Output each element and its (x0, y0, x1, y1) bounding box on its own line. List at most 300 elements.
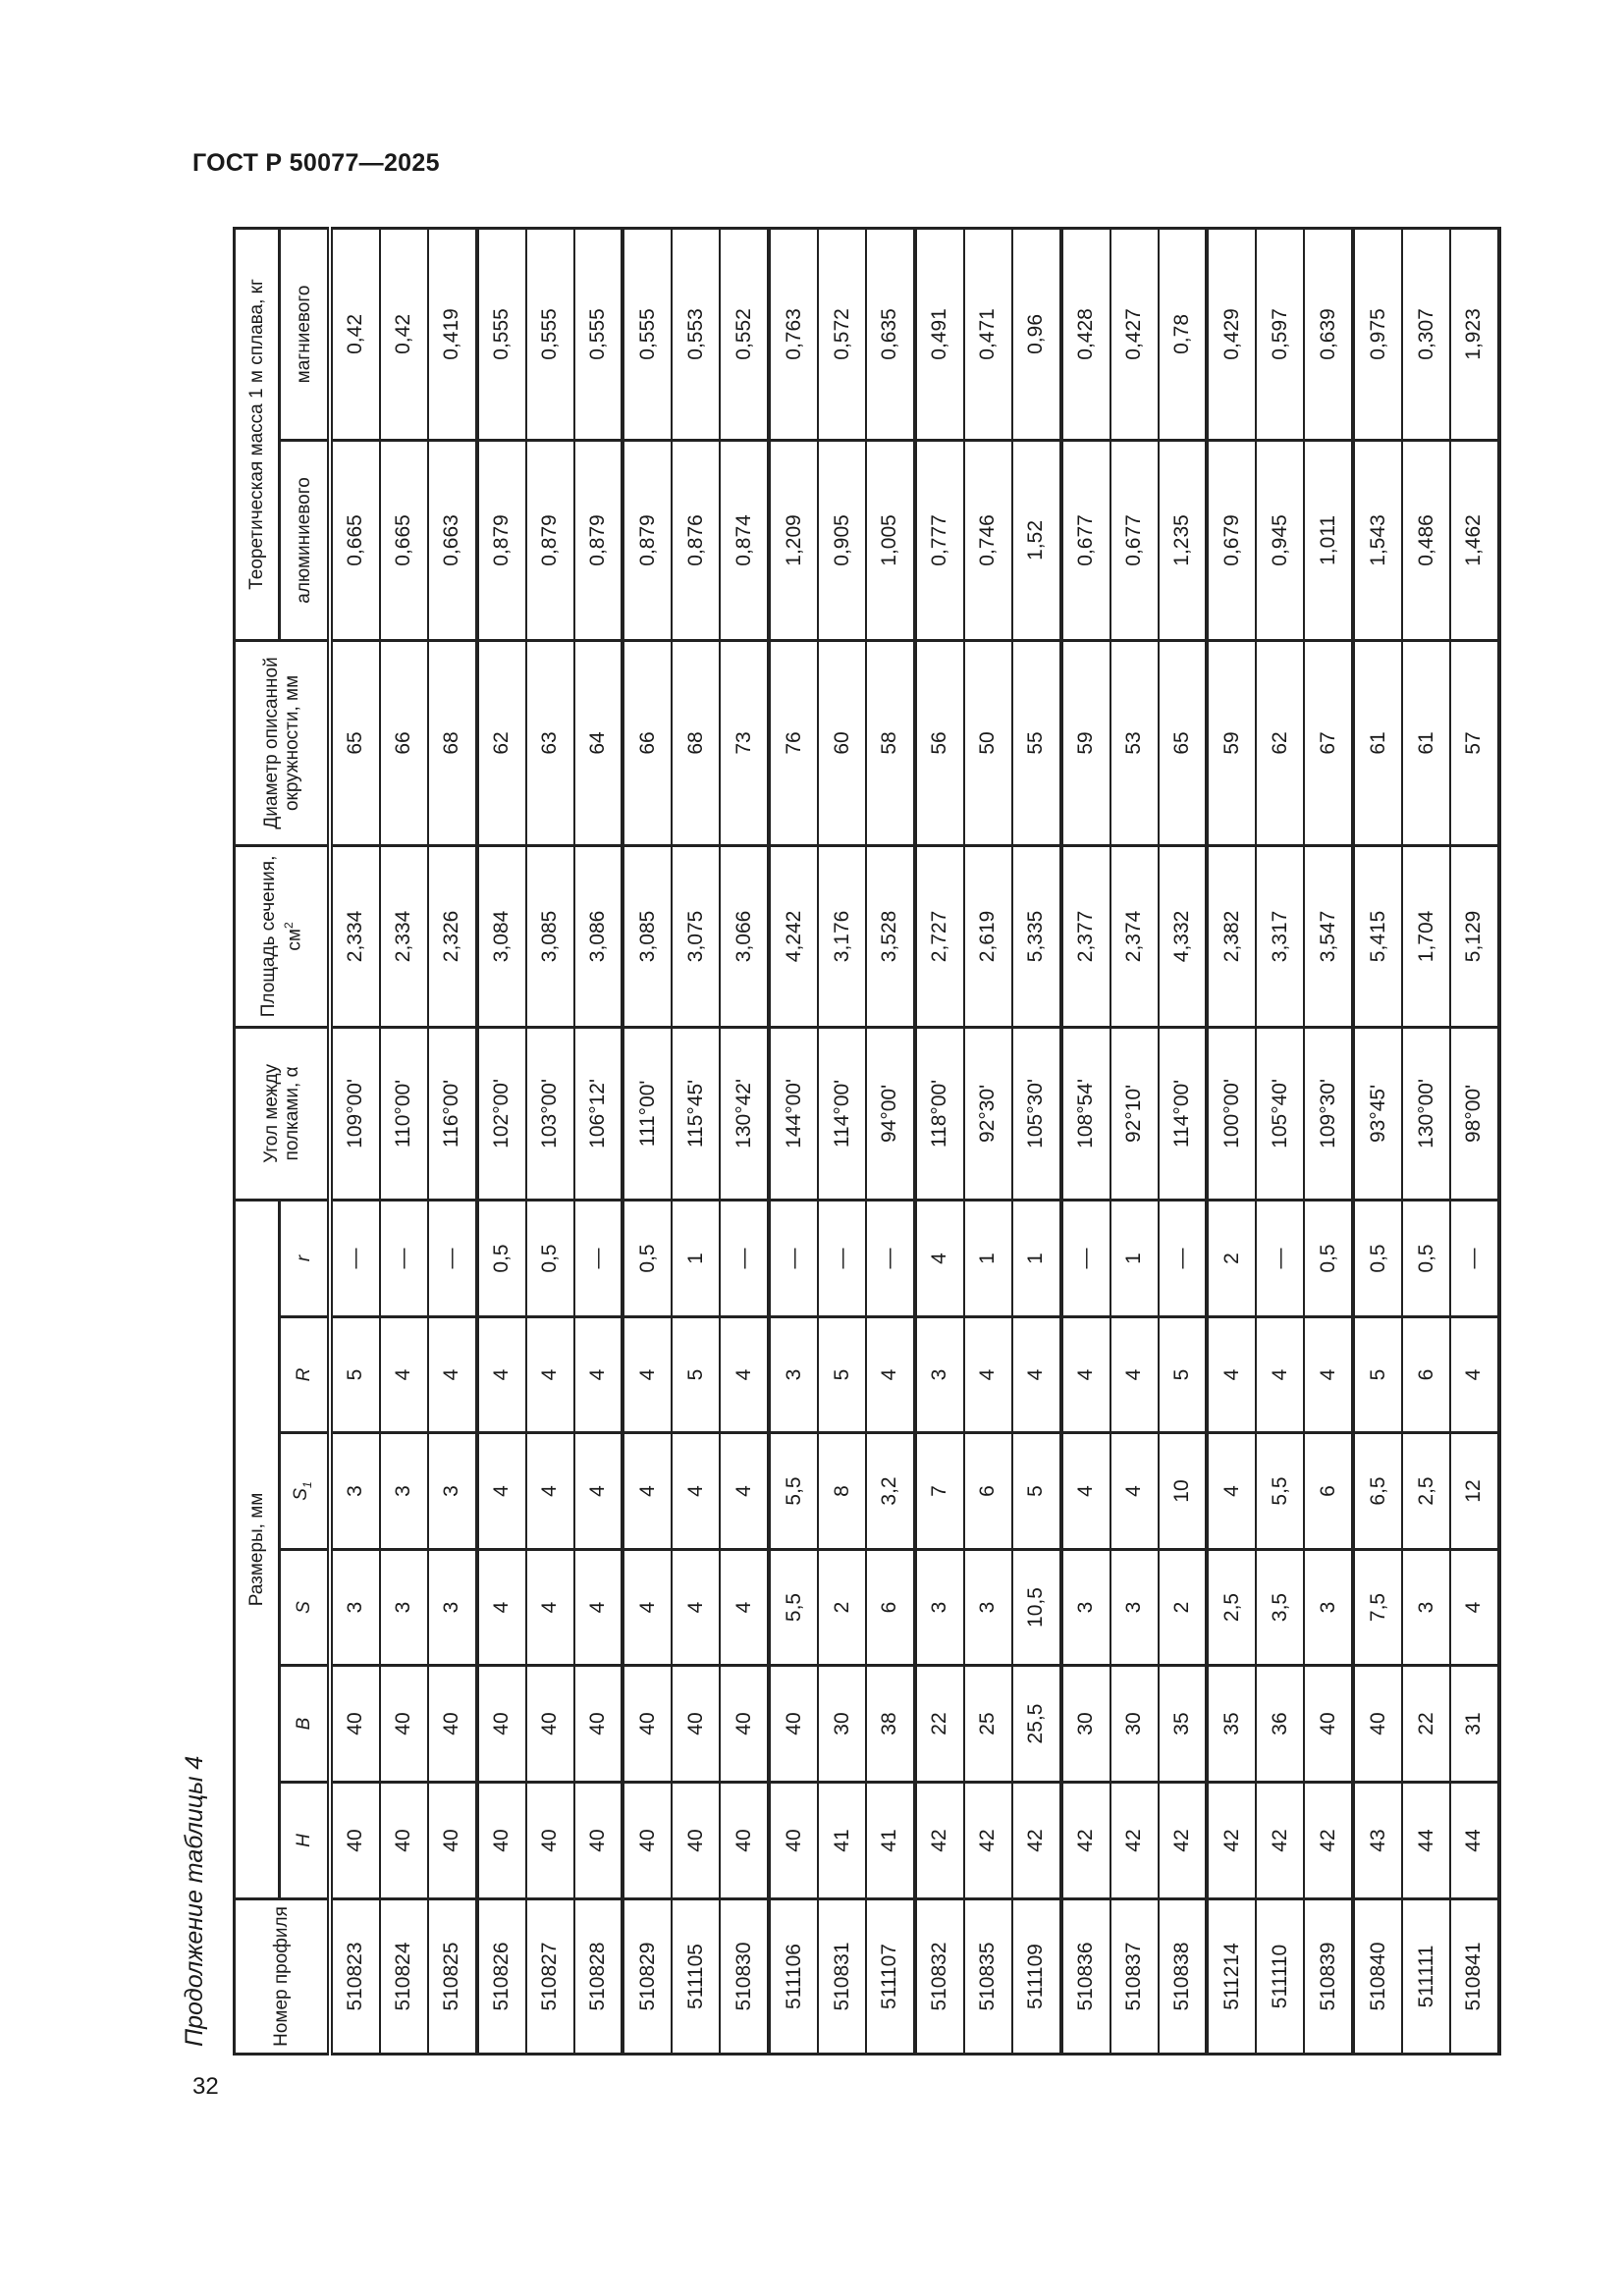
header-area: Площадь сечения, $см^2$ (235, 845, 331, 1027)
cell-num: 511111 (1402, 1899, 1450, 2055)
cell-al: 0,777 (915, 440, 964, 640)
cell-area: 2,619 (964, 845, 1012, 1027)
cell-R: 4 (1110, 1317, 1159, 1433)
cell-R: 4 (623, 1317, 672, 1433)
cell-B: 40 (477, 1666, 526, 1783)
cell-angle: 115°45' (672, 1027, 720, 1200)
cell-angle: 98°00' (1450, 1027, 1499, 1200)
cell-S1: 10 (1159, 1433, 1208, 1550)
cell-al: 0,663 (428, 440, 477, 640)
cell-al: 1,005 (866, 440, 915, 640)
cell-R: 4 (1061, 1317, 1110, 1433)
cell-num: 510824 (380, 1899, 428, 2055)
cell-S: 2,5 (1207, 1550, 1256, 1666)
cell-R: 4 (1304, 1317, 1353, 1433)
cell-al: 0,665 (330, 440, 380, 640)
table-body (330, 228, 1499, 2054)
cell-num: 510838 (1159, 1899, 1208, 2055)
cell-S1: 6 (1304, 1433, 1353, 1550)
cell-diam: 53 (1110, 640, 1159, 845)
cell-H: 42 (1207, 1783, 1256, 1899)
cell-area: 3,084 (477, 845, 526, 1027)
cell-al: 0,876 (672, 440, 720, 640)
cell-S: 3 (964, 1550, 1012, 1666)
cell-num: 510828 (574, 1899, 623, 2055)
cell-R: 5 (818, 1317, 866, 1433)
cell-S: 4 (1450, 1550, 1499, 1666)
cell-num: 511107 (866, 1899, 915, 2055)
table-row (1207, 228, 1256, 2054)
cell-r: — (1256, 1200, 1304, 1316)
table-row (1450, 228, 1499, 2054)
cell-H: 40 (330, 1783, 380, 1899)
cell-angle: 114°00' (818, 1027, 866, 1200)
cell-angle: 111°00' (623, 1027, 672, 1200)
cell-B: 30 (818, 1666, 866, 1783)
table-row (769, 228, 818, 2054)
cell-mg: 0,471 (964, 228, 1012, 440)
cell-B: 40 (623, 1666, 672, 1783)
cell-H: 41 (818, 1783, 866, 1899)
cell-al: 1,011 (1304, 440, 1353, 640)
document-header: ГОСТ Р 50077—2025 (192, 149, 440, 177)
cell-R: 5 (672, 1317, 720, 1433)
cell-R: 4 (428, 1317, 477, 1433)
table-row (623, 228, 672, 2054)
cell-area: 5,335 (1012, 845, 1061, 1027)
cell-diam: 68 (428, 640, 477, 845)
cell-S: 3 (1061, 1550, 1110, 1666)
cell-S1: 4 (720, 1433, 769, 1550)
cell-mg: 0,555 (623, 228, 672, 440)
cell-H: 42 (1110, 1783, 1159, 1899)
cell-angle: 108°54' (1061, 1027, 1110, 1200)
cell-B: 36 (1256, 1666, 1304, 1783)
cell-area: 3,176 (818, 845, 866, 1027)
cell-R: 4 (477, 1317, 526, 1433)
cell-S1: 2,5 (1402, 1433, 1450, 1550)
cell-diam: 76 (769, 640, 818, 845)
cell-angle: 100°00' (1207, 1027, 1256, 1200)
cell-S1: 3 (380, 1433, 428, 1550)
table-row (672, 228, 720, 2054)
cell-S: 3 (428, 1550, 477, 1666)
cell-mg: 0,428 (1061, 228, 1110, 440)
cell-angle: 94°00' (866, 1027, 915, 1200)
cell-angle: 118°00' (915, 1027, 964, 1200)
cell-area: 2,334 (380, 845, 428, 1027)
cell-diam: 61 (1353, 640, 1402, 845)
cell-diam: 73 (720, 640, 769, 845)
cell-S1: 3,2 (866, 1433, 915, 1550)
table-row (330, 228, 380, 2054)
cell-area: 2,727 (915, 845, 964, 1027)
cell-R: 4 (1450, 1317, 1499, 1433)
cell-S: 3,5 (1256, 1550, 1304, 1666)
table-row (1061, 228, 1110, 2054)
cell-S1: 3 (330, 1433, 380, 1550)
page-number: 32 (192, 2073, 219, 2100)
cell-al: 0,879 (526, 440, 574, 640)
table-row (866, 228, 915, 2054)
cell-area: 3,075 (672, 845, 720, 1027)
header-magnesium: магниевого (280, 228, 331, 440)
cell-R: 4 (1012, 1317, 1061, 1433)
cell-diam: 66 (623, 640, 672, 845)
cell-H: 40 (769, 1783, 818, 1899)
header-S: S (280, 1550, 331, 1666)
cell-al: 1,462 (1450, 440, 1499, 640)
header-H: H (280, 1783, 331, 1899)
cell-r: 0,5 (1304, 1200, 1353, 1316)
cell-angle: 92°30' (964, 1027, 1012, 1200)
cell-S: 2 (818, 1550, 866, 1666)
cell-S1: 6 (964, 1433, 1012, 1550)
cell-mg: 0,635 (866, 228, 915, 440)
cell-S: 3 (1402, 1550, 1450, 1666)
table-row (1353, 228, 1402, 2054)
cell-mg: 0,491 (915, 228, 964, 440)
table-row (720, 228, 769, 2054)
cell-num: 510829 (623, 1899, 672, 2055)
cell-num: 510837 (1110, 1899, 1159, 2055)
cell-r: — (866, 1200, 915, 1316)
table-row (964, 228, 1012, 2054)
cell-B: 22 (1402, 1666, 1450, 1783)
cell-diam: 62 (1256, 640, 1304, 845)
cell-S1: 8 (818, 1433, 866, 1550)
cell-angle: 116°00' (428, 1027, 477, 1200)
cell-r: — (574, 1200, 623, 1316)
cell-H: 40 (720, 1783, 769, 1899)
cell-angle: 130°42' (720, 1027, 769, 1200)
cell-r: — (428, 1200, 477, 1316)
cell-al: 0,874 (720, 440, 769, 640)
cell-r: 2 (1207, 1200, 1256, 1316)
cell-al: 0,879 (623, 440, 672, 640)
cell-H: 40 (477, 1783, 526, 1899)
cell-S1: 6,5 (1353, 1433, 1402, 1550)
cell-num: 511106 (769, 1899, 818, 2055)
cell-S1: 4 (574, 1433, 623, 1550)
cell-r: 4 (915, 1200, 964, 1316)
header-S1: $S_1$ (280, 1433, 331, 1550)
cell-al: 0,879 (477, 440, 526, 640)
cell-S: 4 (574, 1550, 623, 1666)
cell-num: 510825 (428, 1899, 477, 2055)
cell-diam: 67 (1304, 640, 1353, 845)
cell-mg: 0,555 (574, 228, 623, 440)
cell-area: 2,334 (330, 845, 380, 1027)
cell-al: 0,677 (1110, 440, 1159, 640)
cell-angle: 109°30' (1304, 1027, 1353, 1200)
cell-num: 510826 (477, 1899, 526, 2055)
cell-B: 30 (1061, 1666, 1110, 1783)
cell-R: 4 (964, 1317, 1012, 1433)
cell-diam: 65 (1159, 640, 1208, 845)
cell-S: 5,5 (769, 1550, 818, 1666)
cell-S1: 4 (623, 1433, 672, 1550)
cell-B: 40 (526, 1666, 574, 1783)
cell-num: 510839 (1304, 1899, 1353, 2055)
cell-B: 40 (330, 1666, 380, 1783)
cell-area: 3,528 (866, 845, 915, 1027)
cell-diam: 58 (866, 640, 915, 845)
cell-mg: 0,42 (380, 228, 428, 440)
cell-diam: 65 (330, 640, 380, 845)
cell-num: 510830 (720, 1899, 769, 2055)
cell-R: 3 (915, 1317, 964, 1433)
cell-mg: 0,597 (1256, 228, 1304, 440)
header-diameter: Диаметр описанной окружности, мм (235, 640, 331, 845)
cell-B: 40 (769, 1666, 818, 1783)
cell-H: 42 (1159, 1783, 1208, 1899)
cell-mg: 0,763 (769, 228, 818, 440)
cell-angle: 130°00' (1402, 1027, 1450, 1200)
header-mass: Теоретическая масса 1 м сплава, кг (235, 228, 280, 640)
cell-R: 5 (1353, 1317, 1402, 1433)
cell-S1: 5,5 (1256, 1433, 1304, 1550)
cell-al: 1,543 (1353, 440, 1402, 640)
cell-H: 42 (1061, 1783, 1110, 1899)
cell-S1: 4 (477, 1433, 526, 1550)
cell-al: 0,746 (964, 440, 1012, 640)
cell-diam: 61 (1402, 640, 1450, 845)
cell-diam: 62 (477, 640, 526, 845)
header-profile-number: Номер профиля (235, 1899, 331, 2055)
cell-S: 7,5 (1353, 1550, 1402, 1666)
cell-diam: 50 (964, 640, 1012, 845)
table-row (1402, 228, 1450, 2054)
cell-num: 510836 (1061, 1899, 1110, 2055)
cell-r: — (720, 1200, 769, 1316)
cell-area: 5,129 (1450, 845, 1499, 1027)
cell-area: 5,415 (1353, 845, 1402, 1027)
cell-mg: 0,429 (1207, 228, 1256, 440)
cell-B: 35 (1159, 1666, 1208, 1783)
header-dimensions: Размеры, мм (235, 1200, 280, 1898)
cell-R: 4 (1256, 1317, 1304, 1433)
cell-B: 22 (915, 1666, 964, 1783)
cell-area: 3,085 (526, 845, 574, 1027)
cell-angle: 93°45' (1353, 1027, 1402, 1200)
cell-diam: 66 (380, 640, 428, 845)
cell-S: 4 (672, 1550, 720, 1666)
cell-r: 1 (1012, 1200, 1061, 1316)
table-row (526, 228, 574, 2054)
cell-B: 40 (380, 1666, 428, 1783)
cell-S1: 5 (1012, 1433, 1061, 1550)
cell-num: 511109 (1012, 1899, 1061, 2055)
cell-R: 4 (866, 1317, 915, 1433)
cell-al: 0,677 (1061, 440, 1110, 640)
cell-mg: 0,555 (477, 228, 526, 440)
cell-angle: 105°30' (1012, 1027, 1061, 1200)
cell-S1: 7 (915, 1433, 964, 1550)
cell-angle: 109°00' (330, 1027, 380, 1200)
cell-mg: 0,552 (720, 228, 769, 440)
cell-B: 40 (428, 1666, 477, 1783)
cell-num: 511110 (1256, 1899, 1304, 2055)
cell-r: — (330, 1200, 380, 1316)
cell-angle: 114°00' (1159, 1027, 1208, 1200)
cell-R: 4 (380, 1317, 428, 1433)
cell-mg: 0,553 (672, 228, 720, 440)
cell-mg: 0,307 (1402, 228, 1450, 440)
cell-mg: 0,42 (330, 228, 380, 440)
cell-H: 43 (1353, 1783, 1402, 1899)
table-row (1110, 228, 1159, 2054)
cell-num: 511105 (672, 1899, 720, 2055)
cell-num: 511214 (1207, 1899, 1256, 2055)
cell-H: 42 (1304, 1783, 1353, 1899)
cell-r: — (1450, 1200, 1499, 1316)
cell-area: 3,066 (720, 845, 769, 1027)
cell-angle: 105°40' (1256, 1027, 1304, 1200)
cell-angle: 103°00' (526, 1027, 574, 1200)
cell-al: 1,209 (769, 440, 818, 640)
cell-r: 0,5 (1353, 1200, 1402, 1316)
cell-area: 4,242 (769, 845, 818, 1027)
cell-area: 3,086 (574, 845, 623, 1027)
table-row (1012, 228, 1061, 2054)
cell-B: 38 (866, 1666, 915, 1783)
table-row (574, 228, 623, 2054)
cell-H: 42 (915, 1783, 964, 1899)
cell-S: 3 (1110, 1550, 1159, 1666)
cell-num: 510823 (330, 1899, 380, 2055)
cell-r: 0,5 (623, 1200, 672, 1316)
cell-S1: 4 (672, 1433, 720, 1550)
table-row (1256, 228, 1304, 2054)
cell-mg: 0,96 (1012, 228, 1061, 440)
cell-num: 510831 (818, 1899, 866, 2055)
cell-al: 1,52 (1012, 440, 1061, 640)
cell-diam: 59 (1061, 640, 1110, 845)
cell-r: 0,5 (477, 1200, 526, 1316)
cell-S: 2 (1159, 1550, 1208, 1666)
cell-diam: 59 (1207, 640, 1256, 845)
cell-diam: 64 (574, 640, 623, 845)
header-angle: Угол между полками, α (235, 1027, 331, 1200)
cell-S: 6 (866, 1550, 915, 1666)
cell-mg: 0,975 (1353, 228, 1402, 440)
cell-mg: 0,572 (818, 228, 866, 440)
cell-H: 40 (428, 1783, 477, 1899)
cell-r: 0,5 (526, 1200, 574, 1316)
cell-area: 2,374 (1110, 845, 1159, 1027)
cell-H: 40 (623, 1783, 672, 1899)
cell-B: 25,5 (1012, 1666, 1061, 1783)
cell-diam: 57 (1450, 640, 1499, 845)
cell-H: 40 (380, 1783, 428, 1899)
cell-R: 4 (720, 1317, 769, 1433)
header-R: R (280, 1317, 331, 1433)
cell-area: 4,332 (1159, 845, 1208, 1027)
cell-H: 40 (672, 1783, 720, 1899)
cell-S1: 4 (526, 1433, 574, 1550)
cell-num: 510827 (526, 1899, 574, 2055)
cell-al: 0,905 (818, 440, 866, 640)
cell-r: — (380, 1200, 428, 1316)
cell-H: 44 (1450, 1783, 1499, 1899)
cell-S: 4 (623, 1550, 672, 1666)
cell-R: 4 (1207, 1317, 1256, 1433)
cell-H: 41 (866, 1783, 915, 1899)
cell-B: 40 (1353, 1666, 1402, 1783)
cell-S1: 4 (1207, 1433, 1256, 1550)
cell-mg: 0,555 (526, 228, 574, 440)
cell-B: 40 (720, 1666, 769, 1783)
cell-S: 4 (477, 1550, 526, 1666)
cell-diam: 63 (526, 640, 574, 845)
cell-S: 4 (526, 1550, 574, 1666)
cell-area: 2,377 (1061, 845, 1110, 1027)
table-row (477, 228, 526, 2054)
cell-H: 40 (526, 1783, 574, 1899)
cell-S: 3 (380, 1550, 428, 1666)
cell-al: 0,879 (574, 440, 623, 640)
cell-r: 1 (1110, 1200, 1159, 1316)
cell-area: 2,326 (428, 845, 477, 1027)
table-row (1304, 228, 1353, 2054)
cell-S: 3 (1304, 1550, 1353, 1666)
cell-r: 1 (964, 1200, 1012, 1316)
cell-mg: 0,639 (1304, 228, 1353, 440)
cell-S1: 5,5 (769, 1433, 818, 1550)
cell-R: 6 (1402, 1317, 1450, 1433)
cell-area: 1,704 (1402, 845, 1450, 1027)
cell-al: 0,665 (380, 440, 428, 640)
table-row (915, 228, 964, 2054)
cell-S: 3 (330, 1550, 380, 1666)
header-r: r (280, 1200, 331, 1316)
cell-angle: 92°10' (1110, 1027, 1159, 1200)
table-row (818, 228, 866, 2054)
cell-B: 25 (964, 1666, 1012, 1783)
cell-S1: 4 (1061, 1433, 1110, 1550)
cell-area: 3,085 (623, 845, 672, 1027)
cell-angle: 144°00' (769, 1027, 818, 1200)
cell-diam: 55 (1012, 640, 1061, 845)
cell-area: 3,317 (1256, 845, 1304, 1027)
cell-r: — (769, 1200, 818, 1316)
table-row (428, 228, 477, 2054)
cell-S1: 12 (1450, 1433, 1499, 1550)
header-B: B (280, 1666, 331, 1783)
cell-r: 0,5 (1402, 1200, 1450, 1316)
cell-num: 510832 (915, 1899, 964, 2055)
cell-S: 10,5 (1012, 1550, 1061, 1666)
cell-mg: 0,427 (1110, 228, 1159, 440)
cell-diam: 60 (818, 640, 866, 845)
cell-R: 5 (330, 1317, 380, 1433)
cell-angle: 106°12' (574, 1027, 623, 1200)
cell-angle: 102°00' (477, 1027, 526, 1200)
profiles-table (233, 227, 1501, 2056)
cell-num: 510841 (1450, 1899, 1499, 2055)
cell-S: 3 (915, 1550, 964, 1666)
cell-r: 1 (672, 1200, 720, 1316)
cell-H: 42 (1256, 1783, 1304, 1899)
cell-r: — (818, 1200, 866, 1316)
table-caption: Продолжение таблицы 4 (181, 1755, 208, 2047)
cell-num: 510840 (1353, 1899, 1402, 2055)
cell-B: 30 (1110, 1666, 1159, 1783)
cell-R: 4 (574, 1317, 623, 1433)
cell-B: 31 (1450, 1666, 1499, 1783)
cell-r: — (1061, 1200, 1110, 1316)
